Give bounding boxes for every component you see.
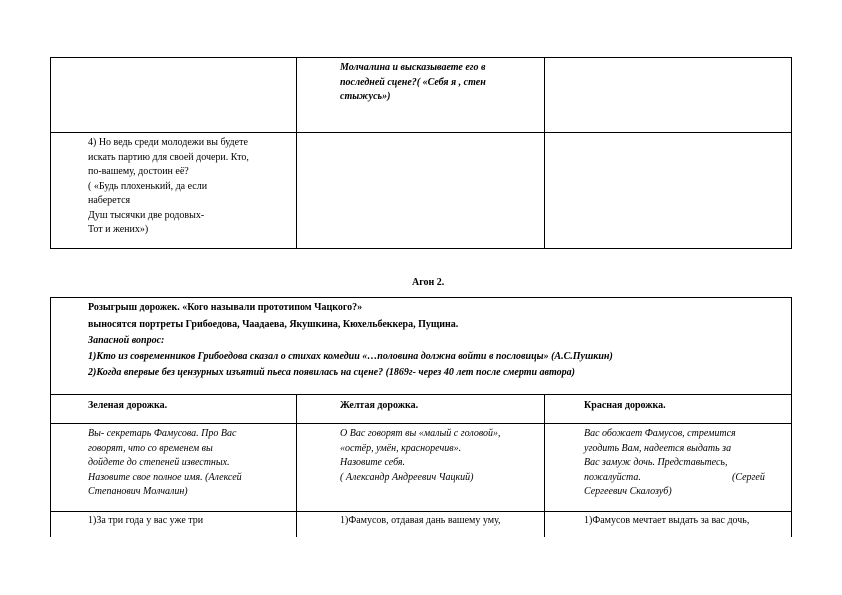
table2-divider-2: [544, 394, 545, 537]
table1-divider-1: [296, 57, 297, 249]
cell-yellow-question: О Вас говорят вы «малый с головой», «остёр, умён, красноречив». Назовите себя. ( Александр Андреевич Чацкий): [340, 428, 501, 483]
table1-row1-col2: Молчалина и высказываете его в последней сцене?( «Себя я , стен стыжусь»): [340, 62, 486, 102]
cell-green-question: Вы- секретарь Фамусова. Про Вас говорят, что со временем вы дойдете до степеней известных. Назовите свое полное имя. (Алексей Степанович Молчалин): [88, 428, 242, 497]
table2-header-line4: 1)Кто из современников Грибоедова сказал о стихах комедии «…половина должна войти в пословицы» (А.С.Пушкин): [88, 351, 613, 362]
table1-row2-col1: 4) Но ведь среди молодежи вы будете искать партию для своей дочери. Кто, по-вашему, достоин её? ( «Будь плохенький, да если наберется Душ тысячки две родовых- Тот и жених»): [88, 137, 249, 235]
column-header-yellow: Желтая дорожка.: [340, 400, 419, 411]
cell-red-question: Вас обожает Фамусов, стремится угодить Вам, надеется выдать за Вас замуж дочь. Представьтесь, пожалуйста. (Сергей Сергеевич Скалозуб): [584, 428, 765, 497]
red-line-please: пожалуйста.: [584, 471, 641, 483]
table1-border-bottom: [50, 248, 792, 249]
table2-border-top: [50, 297, 792, 298]
table2-divider-1: [296, 394, 297, 537]
table2-border-header: [50, 394, 792, 395]
table2-border-left: [50, 297, 51, 537]
cell-green-last: 1)За три года у вас уже три: [88, 515, 204, 526]
table1-border-left: [50, 57, 51, 249]
cell-red-last: 1)Фамусов мечтает выдать за вас дочь,: [584, 515, 750, 526]
table2-border-colhead: [50, 423, 792, 424]
cell-yellow-last: 1)Фамусов, отдавая дань вашему уму,: [340, 515, 501, 526]
table2-header-line3: Запасной вопрос:: [88, 335, 165, 346]
table1-border-mid: [50, 132, 792, 133]
table2-border-row1: [50, 511, 792, 512]
table2-header-line5: 2)Когда впервые без цензурных изъятий пьеса появилась на сцене? (1869г- через 40 лет после смерти автора): [88, 367, 575, 378]
agon-title: Агон 2.: [412, 277, 445, 288]
table2-header-line2: выносятся портреты Грибоедова, Чаадаева, Якушкина, Кюхельбеккера, Пущина.: [88, 319, 459, 330]
table1-border-right: [791, 57, 792, 249]
column-header-green: Зеленая дорожка.: [88, 400, 168, 411]
column-header-red: Красная дорожка.: [584, 400, 666, 411]
red-line-name-start: (Сергей: [732, 471, 765, 483]
table2-border-right: [791, 297, 792, 537]
table1-border-top: [50, 57, 792, 58]
table2-header-line1: Розыгрыш дорожек. «Кого называли прототипом Чацкого?»: [88, 302, 363, 313]
table1-divider-2: [544, 57, 545, 249]
